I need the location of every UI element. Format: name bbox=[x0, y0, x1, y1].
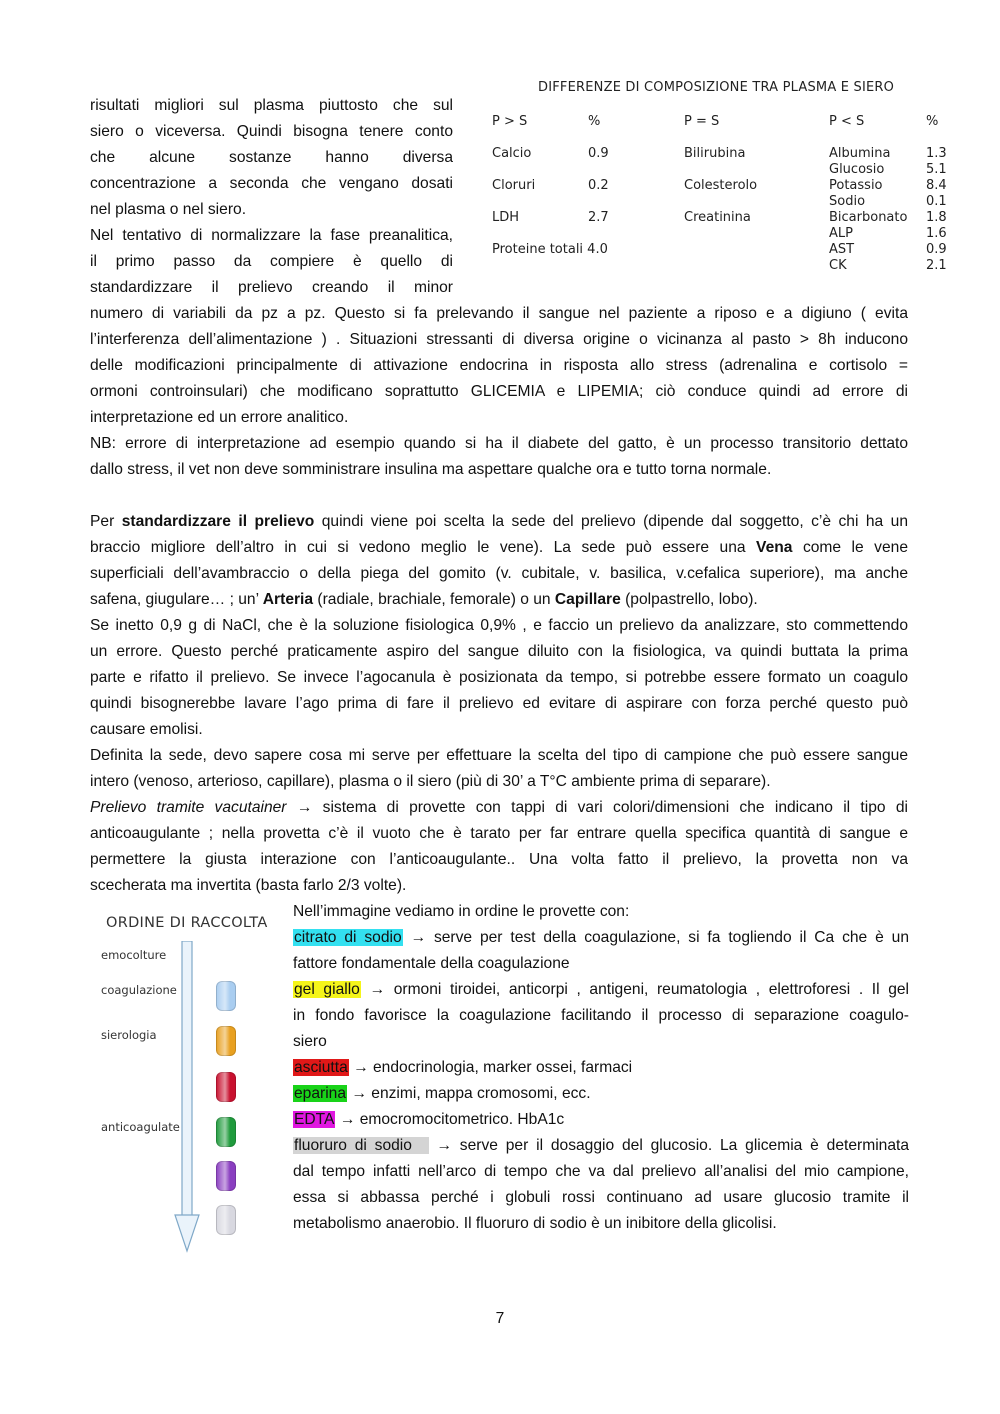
highlight-eparina: eparina bbox=[294, 1085, 347, 1102]
text-line: EDTA → emocromocitometrico. HbA1c bbox=[294, 1111, 565, 1128]
table-cell: 2.1 bbox=[926, 258, 947, 273]
table-cell: Bicarbonato bbox=[829, 210, 908, 225]
text-line: eparina → enzimi, mappa cromosomi, ecc. bbox=[294, 1085, 591, 1102]
table-cell: Colesterolo bbox=[684, 178, 758, 193]
highlight-asciutta: asciutta bbox=[294, 1059, 348, 1076]
table-cell: Glucosio bbox=[829, 162, 885, 177]
text-line: safena, giugulare… ; un’ Arteria (radiale, brachiale, femorale) o un Capillare (polpastrello, lobo). bbox=[90, 591, 758, 608]
table-header: % bbox=[588, 114, 601, 129]
text-line: essa si abbassa perché i globuli rossi continuano ad usare glucosio tramite il bbox=[293, 1189, 909, 1206]
text-line: metabolismo anaerobio. Il fluoruro di sodio è un inibitore della glicolisi. bbox=[293, 1215, 777, 1232]
table-cell: Sodio bbox=[829, 194, 866, 209]
table-title: DIFFERENZE DI COMPOSIZIONE TRA PLASMA E SIERO bbox=[538, 80, 895, 95]
text-line: che alcune sostanze hanno diversa bbox=[90, 149, 453, 166]
bold-term: Vena bbox=[756, 539, 793, 556]
text-line: asciutta → endocrinologia, marker ossei, farmaci bbox=[294, 1059, 633, 1076]
highlight-citrato: citrato di sodio bbox=[294, 929, 402, 946]
collection-order-figure bbox=[90, 905, 280, 1255]
bold-term: Arteria bbox=[262, 591, 314, 608]
tube-lavender-icon bbox=[216, 1161, 236, 1191]
text-line: numero di variabili da pz a pz. Questo si fa prelevando il sangue nel paziente a riposo e a digiuno ( evita bbox=[90, 305, 908, 322]
text-line: anticoaugulante ; nella provetta c’è il vuoto che è tarato per far entrare quella specifica quantità di sangue e bbox=[90, 825, 908, 842]
table-cell: Potassio bbox=[829, 178, 883, 193]
tube-gray-icon bbox=[216, 1205, 236, 1235]
table-cell: Calcio bbox=[492, 146, 532, 161]
text-line: dal tempo infatti nell’arco di tempo che va dal prelievo all’analisi del mio campione, bbox=[293, 1163, 909, 1180]
table-cell: 0.9 bbox=[588, 146, 609, 161]
text-line: braccio migliore dell’altro in cui si vedono meglio le vene). La sede può essere una Vena come le vene bbox=[90, 539, 908, 556]
text-line: ormoni controinsulari) che modificano soprattutto GLICEMIA e LIPEMIA; ciò conduce quindi ad errore di bbox=[90, 383, 908, 400]
text-line: NB: errore di interpretazione ad esempio quando si ha il diabete del gatto, è un processo transitorio dettato bbox=[90, 435, 908, 452]
tube-red-icon bbox=[216, 1072, 236, 1102]
text-line: un errore. Questo perché praticamente aspiro del sangue diluito con la fisiologica, va quindi buttata la prima bbox=[90, 643, 908, 660]
table-header: P < S bbox=[829, 114, 865, 129]
text-line: nel plasma o nel siero. bbox=[90, 201, 247, 218]
table-cell: 1.8 bbox=[926, 210, 947, 225]
text-line: scecherata ma invertita (basta farlo 2/3 volte). bbox=[90, 877, 407, 894]
text-line: gel giallo → ormoni tiroidei, anticorpi , antigeni, reumatologia , elettroforesi . Il gel bbox=[294, 981, 909, 998]
table-header: % bbox=[926, 114, 939, 129]
highlight-edta: EDTA bbox=[294, 1111, 335, 1128]
highlight-gel: gel giallo bbox=[294, 981, 360, 998]
figure-label: anticoagulate bbox=[101, 1120, 180, 1134]
tube-description bbox=[293, 899, 909, 1237]
tube-light-blue-icon bbox=[216, 981, 236, 1011]
text-line: interpretazione ed un errore analitico. bbox=[90, 409, 349, 426]
text-line: in fondo favorisce la coagulazione facilitando il processo di separazione coagulo- bbox=[293, 1007, 909, 1024]
figure-label: emocolture bbox=[101, 948, 167, 962]
figure-label: sierologia bbox=[101, 1028, 157, 1042]
text-line: Nell’immagine vediamo in ordine le provette con: bbox=[293, 903, 630, 920]
table-cell: Bilirubina bbox=[684, 146, 746, 161]
text-line: Per standardizzare il prelievo quindi viene poi scelta la sede del prelievo (dipende dal soggetto, c’è chi ha un bbox=[90, 513, 908, 530]
table-cell: 1.6 bbox=[926, 226, 947, 241]
italic-term: Prelievo tramite vacutainer bbox=[90, 799, 287, 816]
table-cell: 1.3 bbox=[926, 146, 947, 161]
table-cell: 5.1 bbox=[926, 162, 947, 177]
figure-label: coagulazione bbox=[101, 983, 177, 997]
text-line: delle modificazioni principalmente di attivazione endocrina in risposta allo stress (adrenalina e cortisolo = bbox=[90, 357, 908, 374]
text-line: siero o viceversa. Quindi bisogna tenere conto bbox=[90, 123, 453, 140]
tube-gold-icon bbox=[216, 1026, 236, 1056]
table-cell: AST bbox=[829, 242, 855, 257]
text-line: fluoruro di sodio → serve per il dosaggio del glucosio. La glicemia è determinata bbox=[294, 1137, 909, 1154]
text-line: siero bbox=[293, 1033, 327, 1050]
table-cell: Albumina bbox=[829, 146, 891, 161]
table-cell: Proteine totali 4.0 bbox=[492, 242, 608, 257]
intro-column bbox=[90, 93, 453, 301]
table-header: P > S bbox=[492, 114, 528, 129]
composition-table bbox=[480, 78, 960, 278]
text-line: l’interferenza dell’alimentazione ) . Situazioni stressanti di diversa origine o vicinanza al pasto > 8h inducono bbox=[90, 331, 908, 348]
text-line: Definita la sede, devo sapere cosa mi serve per effettuare la scelta del tipo di campione che può essere sangue bbox=[90, 747, 908, 764]
table-cell: Cloruri bbox=[492, 178, 536, 193]
text-line: concentrazione a seconda che vengano dosati bbox=[90, 175, 453, 192]
text-line: il primo passo da compiere è quello di bbox=[90, 253, 453, 270]
text-line: dallo stress, il vet non deve somministrare insulina ma aspettare qualche ora e tutto torna normale. bbox=[90, 461, 772, 478]
text-line: permettere la giusta interazione con l’anticoaugulante.. Una volta fatto il prelievo, la provetta non va bbox=[90, 851, 908, 868]
table-cell: 2.7 bbox=[588, 210, 609, 225]
text-line: risultati migliori sul plasma piuttosto che sul bbox=[90, 97, 453, 114]
highlight-fluoruro: fluoruro di sodio bbox=[294, 1137, 428, 1154]
text-line: parte e rifatto il prelievo. Se invece l’agocanula è posizionata da tempo, si potrebbe essere formato un coagulo bbox=[90, 669, 908, 686]
text-line: Nel tentativo di normalizzare la fase preanalitica, bbox=[90, 227, 453, 244]
text-line: superficiali dell’avambraccio o della piega del gomito (v. cubitale, v. basilica, v.cefalica superiore), ma anche bbox=[90, 565, 908, 582]
tube-green-icon bbox=[216, 1117, 236, 1147]
text-line: fattore fondamentale della coagulazione bbox=[293, 955, 570, 972]
bold-term: Capillare bbox=[554, 591, 621, 608]
text-line: causare emolisi. bbox=[90, 721, 203, 738]
text-line: intero (venoso, arterioso, capillare), plasma o il siero (più di 30’ a T°C ambiente prima di separare). bbox=[90, 773, 771, 790]
text-line: Prelievo tramite vacutainer → sistema di provette con tappi di vari colori/dimensioni che indicano il tipo di bbox=[90, 799, 908, 816]
bold-term: standardizzare il prelievo bbox=[121, 513, 315, 530]
table-cell: 0.1 bbox=[926, 194, 947, 209]
text-line: Se inetto 0,9 g di NaCl, che è la soluzione fisiologica 0,9% , e faccio un prelievo da analizzare, sto commettendo bbox=[90, 617, 908, 634]
text-line: quindi bisognerebbe lavare l’ago prima di fare il prelievo ed evitare di aspirare con forza perché questo può bbox=[90, 695, 908, 712]
table-cell: 8.4 bbox=[926, 178, 947, 193]
table-cell: Creatinina bbox=[684, 210, 751, 225]
table-cell: LDH bbox=[492, 210, 520, 225]
text-line: standardizzare il prelievo creando il minor bbox=[90, 279, 453, 296]
table-header: P = S bbox=[684, 114, 720, 129]
page-number: 7 bbox=[495, 1310, 505, 1327]
table-cell: 0.2 bbox=[588, 178, 609, 193]
text-line: citrato di sodio → serve per test della coagulazione, si fa togliendo il Ca che è un bbox=[294, 929, 909, 946]
figure-title: ORDINE DI RACCOLTA bbox=[106, 915, 268, 931]
table-cell: 0.9 bbox=[926, 242, 947, 257]
table-cell: ALP bbox=[829, 226, 853, 241]
table-cell: CK bbox=[829, 258, 847, 273]
down-arrow-icon bbox=[174, 941, 202, 1253]
